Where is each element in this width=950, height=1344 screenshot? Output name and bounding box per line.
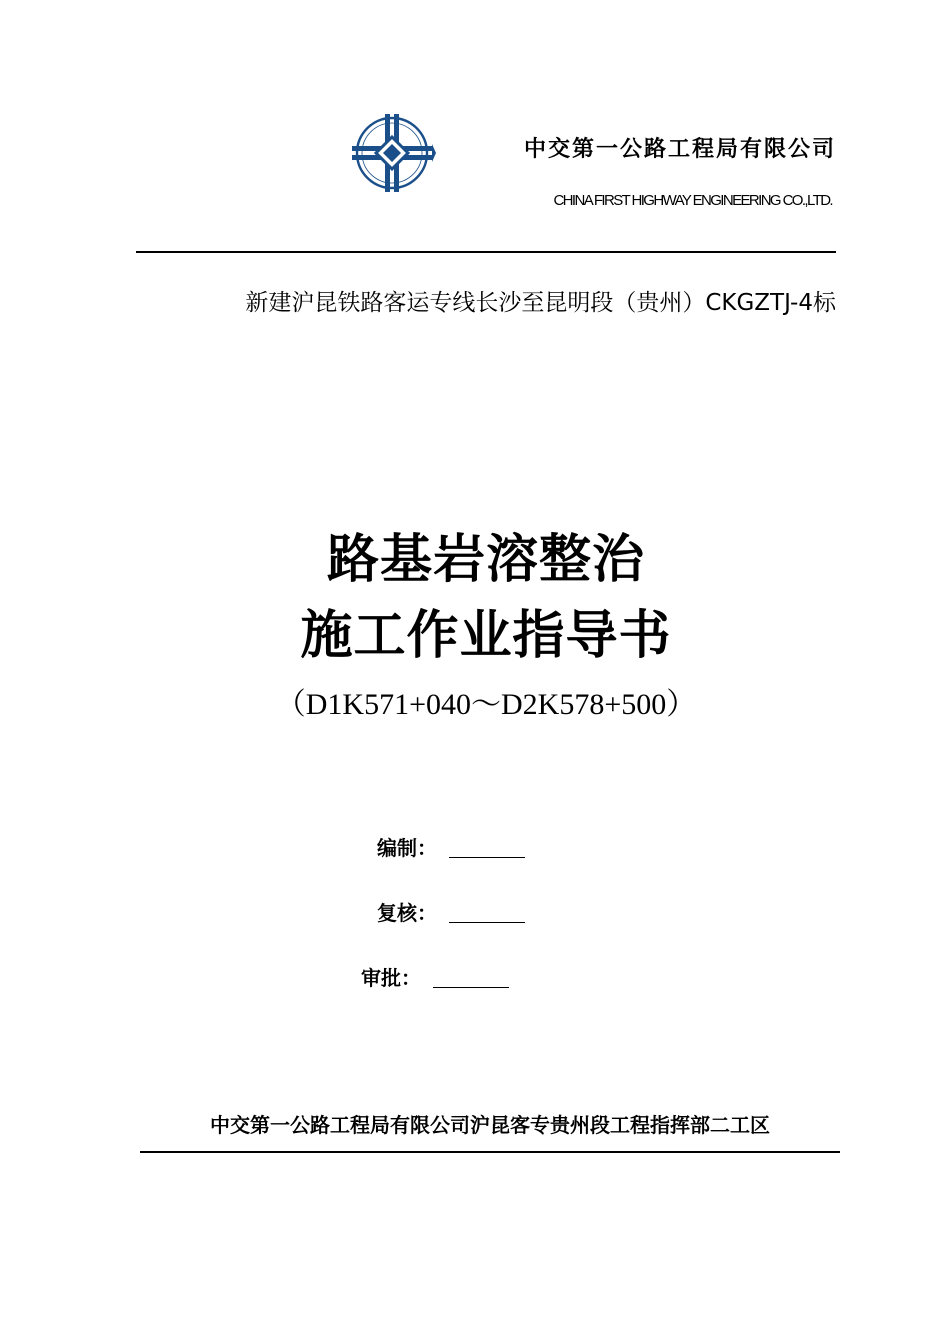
company-logo <box>352 110 436 196</box>
company-name-chinese: 中交第一公路工程局有限公司 <box>523 137 836 162</box>
signature-compiled-label: 编制： <box>377 836 437 860</box>
signature-approved <box>361 962 509 991</box>
signature-reviewed-blank <box>449 922 525 923</box>
footer-organization: 中交第一公路工程局有限公司沪昆客专贵州段工程指挥部二工区 <box>210 1113 770 1137</box>
footer-divider <box>140 1151 840 1153</box>
signature-compiled <box>377 832 525 861</box>
signature-reviewed <box>377 897 525 926</box>
company-logo-icon <box>352 110 436 196</box>
chainage-range: （D1K571+040～D2K578+500） <box>275 688 697 721</box>
signature-reviewed-label: 复核： <box>377 901 437 925</box>
project-name: 新建沪昆铁路客运专线长沙至昆明段（贵州）CKGZTJ-4标 <box>245 290 836 316</box>
signature-approved-blank <box>433 987 509 988</box>
signature-compiled-blank <box>449 857 525 858</box>
document-title-line1: 路基岩溶整治 <box>326 530 645 590</box>
signature-approved-label: 审批： <box>361 966 421 990</box>
document-title-line2: 施工作业指导书 <box>300 606 672 666</box>
company-name-english: CHINA FIRST HIGHWAY ENGINEERING CO.,LTD. <box>553 192 832 209</box>
header-divider <box>136 251 836 253</box>
